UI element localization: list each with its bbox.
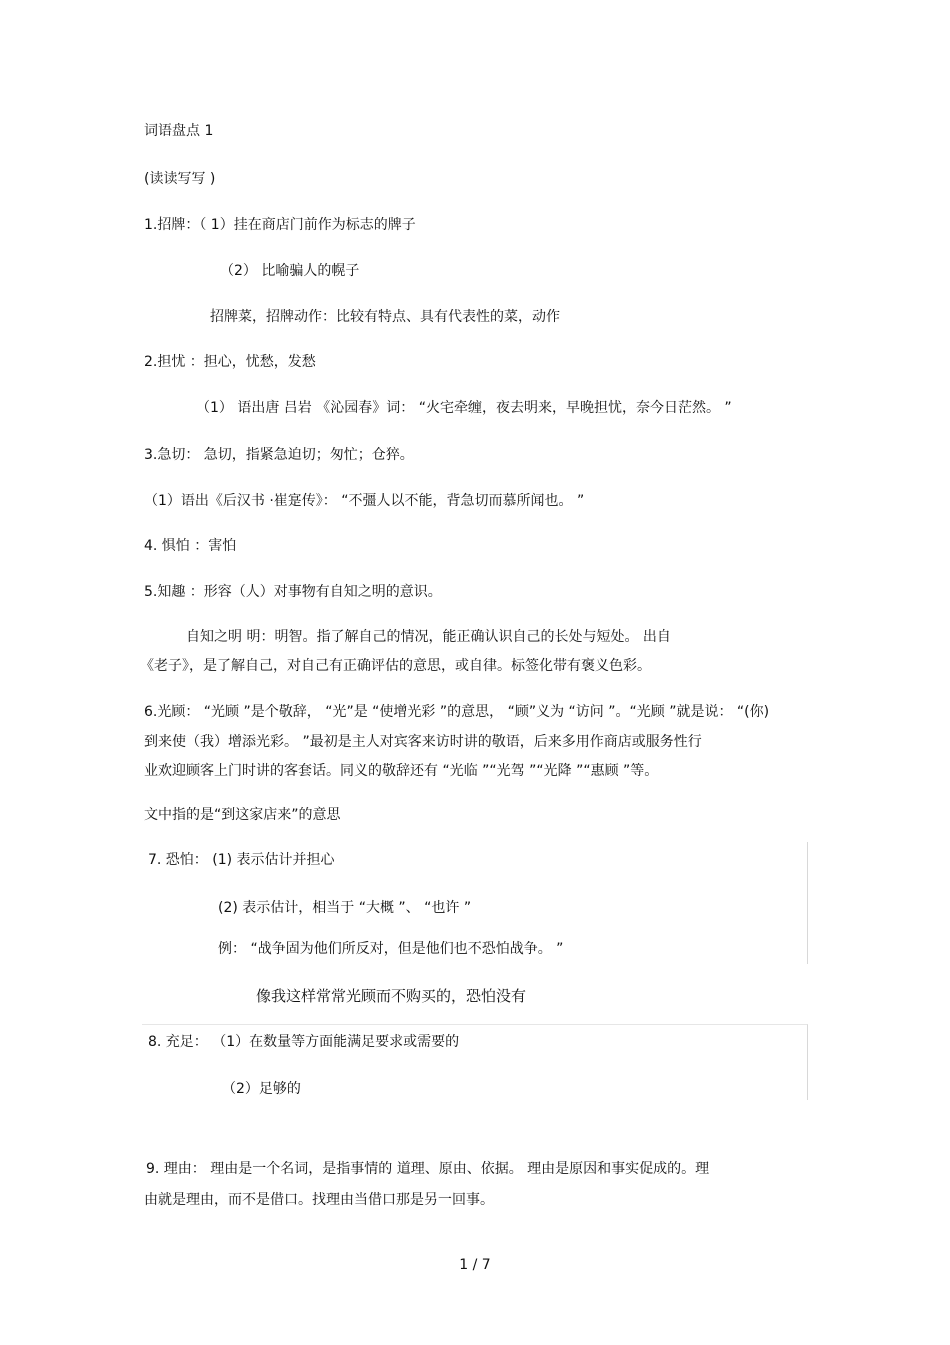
entry-6-line-4: 文中指的是“到这家店来”的意思 — [144, 807, 341, 823]
entry-5-line-3: 《老子》，是了解自己，对自己有正确评估的意思，或自律。标签化带有褒义色彩。 — [140, 658, 651, 674]
entry-1-line-3: 招牌菜，招牌动作：比较有特点、具有代表性的菜，动作 — [210, 309, 560, 325]
entry-1-line-1: 1.招牌：（ 1）挂在商店门前作为标志的牌子 — [144, 217, 416, 233]
entry-7-line-3: 例： “战争固为他们所反对，但是他们也不恐怕战争。 ” — [218, 941, 564, 957]
entry-1-line-2: （2） 比喻骗人的幌子 — [220, 263, 360, 279]
entry-9-line-2: 由就是理由，而不是借口。找理由当借口那是另一回事。 — [144, 1192, 494, 1208]
doc-title: 词语盘点 1 — [144, 123, 214, 139]
entry-7-line-2: (2) 表示估计，相当于 “大概 ”、 “也许 ” — [218, 900, 472, 916]
doc-subtitle: (读读写写 ) — [144, 171, 216, 187]
entry-2-line-1: 2.担忧 ：担心，忧愁，发愁 — [144, 354, 316, 370]
entry-6-line-1: 6.光顾： “光顾 ”是个敬辞， “光”是 “使增光彩 ”的意思， “顾”义为 “访问 ”。“光顾 ”就是说： “(你) — [144, 704, 770, 720]
entry-2-line-2: （1） 语出唐 吕岩 《沁园春》词： “火宅牵缠，夜去明来，早晚担忧，奈今日茫然。 ” — [196, 400, 732, 416]
entry-7-line-1: 7. 恐怕： (1) 表示估计并担心 — [148, 852, 335, 868]
entry-3-line-1: 3.急切： 急切，指紧急迫切；匆忙；仓猝。 — [144, 447, 414, 463]
entry-8-line-1: 8. 充足： （1）在数量等方面能满足要求或需要的 — [148, 1034, 460, 1050]
entry-5-line-1: 5.知趣 ：形容（人）对事物有自知之明的意识。 — [144, 584, 442, 600]
entry-9-line-1: 9. 理由： 理由是一个名词，是指事情的 道理、原由、依据。 理由是原因和事实促成的。理 — [146, 1161, 710, 1177]
entry-6-line-2: 到来使（我）增添光彩。 ”最初是主人对宾客来访时讲的敬语，后来多用作商店或服务性行 — [144, 734, 702, 750]
entry-6-line-3: 业欢迎顾客上门时讲的客套话。同义的敬辞还有 “光临 ”“光驾 ”“光降 ”“惠顾 ”等。 — [144, 763, 659, 779]
entry-8-line-2: （2）足够的 — [222, 1081, 301, 1097]
entry-7-line-4: 像我这样常常光顾而不购买的，恐怕没有 — [256, 987, 527, 1005]
entry-3-line-2: （1）语出《后汉书 ·崔寔传》： “不彊人以不能，背急切而慕所闻也。 ” — [144, 493, 585, 509]
entry-5-line-2: 自知之明 明：明智。指了解自己的情况，能正确认识自己的长处与短处。 出自 — [186, 629, 671, 645]
entry-4-line-1: 4. 惧怕 ：害怕 — [144, 538, 237, 554]
page-number: 1 / 7 — [459, 1257, 491, 1273]
